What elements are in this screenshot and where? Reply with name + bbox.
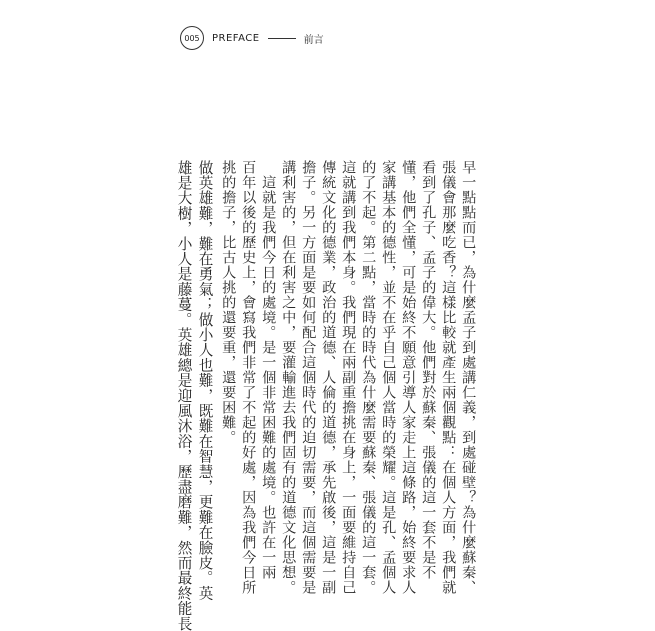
body-column: 這就是我們今日的處境。是一個非常困難的處境。也許在一兩 — [260, 160, 277, 580]
body-column: 傳統文化的德業，政治的道德、人倫的道德，承先啟後，這是一副 — [320, 160, 337, 595]
page-header — [180, 26, 324, 50]
header-rule — [268, 38, 296, 39]
body-column: 擔子。另一方面是要如何配合這個時代的迫切需要，而這個需要是 — [300, 160, 317, 595]
body-column: 挑的擔子，比古人挑的還要重，還要困難。 — [220, 160, 237, 445]
body-column: 的了不起。第二點，當時的時代為什麼需要蘇秦、張儀的這一套。 — [360, 160, 377, 595]
body-column: 看到了孔子、孟子的偉大。他們對於蘇秦、張儀的這一套不是不 — [420, 160, 437, 580]
quote-column: 做英雄難，難在勇氣；做小人也難，既難在智慧，更難在臉皮。英 — [196, 160, 214, 601]
body-column: 家講基本的德性，並不在乎自己個人當時的榮耀。這是孔、孟個人 — [380, 160, 397, 595]
body-column: 講利害的，但在利害之中，要灌輸進去我們固有的道德文化思想。 — [280, 160, 297, 595]
body-column: 張儀會那麼吃香？這樣比較就產生兩個觀點：在個人方面，我們就 — [440, 160, 457, 595]
page-number: 005 — [180, 26, 204, 50]
body-column: 早一點點而已，為什麼孟子到處講仁義，到處碰壁？為什麼蘇秦、 — [460, 160, 477, 595]
body-column: 百年以後的歷史上，會寫我們非常了不起的好處，因為我們今日所 — [240, 160, 257, 595]
section-title-cn: 前言 — [303, 34, 324, 46]
body-column: 這就講到我們本身。我們現在兩副重擔挑在身上，一面要維持自己 — [340, 160, 357, 595]
body-column: 懂，他們全懂，可是始終不願意引導人家走上這條路，始終要求人 — [400, 160, 417, 595]
quote-column: 雄是大樹，小人是藤蔓。英雄總是迎風沐浴，歷盡磨難，然而最終能長 — [175, 160, 193, 631]
section-title: PREFACE — [212, 32, 260, 44]
